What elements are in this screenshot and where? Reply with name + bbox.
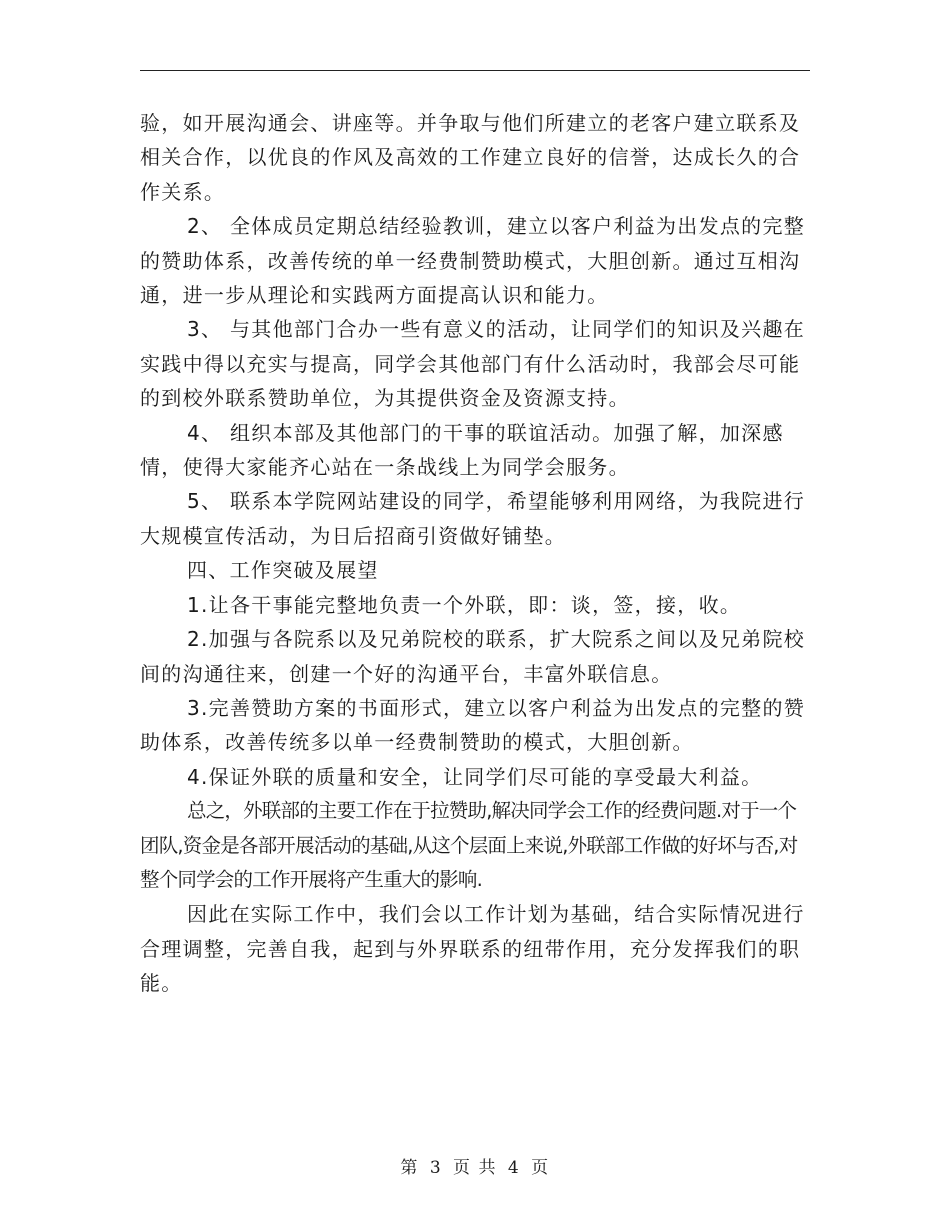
paragraph-item-2: 2、 全体成员定期总结经验教训，建立以客户利益为出发点的完整的赞助体系，改善传统的单一经费制赞助模式，大胆创新。通过互相沟通，进一步从理论和实践两方面提高认识和能力。 [140,214,806,308]
paragraph-item-4: 4、 组织本部及其他部门的干事的联谊活动。加强了解，加深感情，使得大家能齐心站在一条战线上为同学会服务。 [140,420,784,480]
outlook-item-1: 1.让各干事能完整地负责一个外联，即：谈，签，接，收。 [187,592,742,617]
page-footer [0,1153,950,1178]
section-heading: 四、工作突破及展望 [187,558,379,583]
current-page-number: 3 [429,1158,443,1178]
outlook-item-3: 3.完善赞助方案的书面形式，建立以客户利益为出发点的完整的赞助体系，改善传统多以单一经费制赞助的模式，大胆创新。 [140,695,806,755]
header-rule [140,70,810,71]
summary-paragraph: 总之，外联部的主要工作在于拉赞助,解决同学会工作的经费问题.对于一个团队,资金是各部开展活动的基础,从这个层面上来说,外联部工作做的好坏与否,对整个同学会的工作开展将产生重大的影响. [140,799,798,891]
document-body [140,106,810,1001]
footer-middle: 页 共 [453,1158,497,1178]
footer-suffix: 页 [531,1158,550,1178]
paragraph-item-3: 3、 与其他部门合办一些有意义的活动，让同学们的知识及兴趣在实践中得以充实与提高，同学会其他部门有什么活动时，我部会尽可能的到校外联系赞助单位，为其提供资金及资源支持。 [140,317,806,411]
paragraph-item-5: 5、 联系本学院网站建设的同学，希望能够利用网络，为我院进行大规模宣传活动，为日后招商引资做好铺垫。 [140,489,806,548]
conclusion-paragraph: 因此在实际工作中，我们会以工作计划为基础，结合实际情况进行合理调整，完善自我，起到与外界联系的纽带作用，充分发挥我们的职能。 [140,902,805,996]
paragraph-cooperation: 验，如开展沟通会、讲座等。并争取与他们所建立的老客户建立联系及相关合作，以优良的作风及高效的工作建立良好的信誉，达成长久的合作关系。 [140,111,801,204]
outlook-item-4: 4.保证外联的质量和安全，让同学们尽可能的享受最大利益。 [187,764,763,789]
total-pages-number: 4 [507,1158,521,1178]
footer-prefix: 第 [400,1158,419,1178]
outlook-item-2: 2.加强与各院系以及兄弟院校的联系，扩大院系之间以及兄弟院校间的沟通往来，创建一个好的沟通平台，丰富外联信息。 [140,627,806,686]
